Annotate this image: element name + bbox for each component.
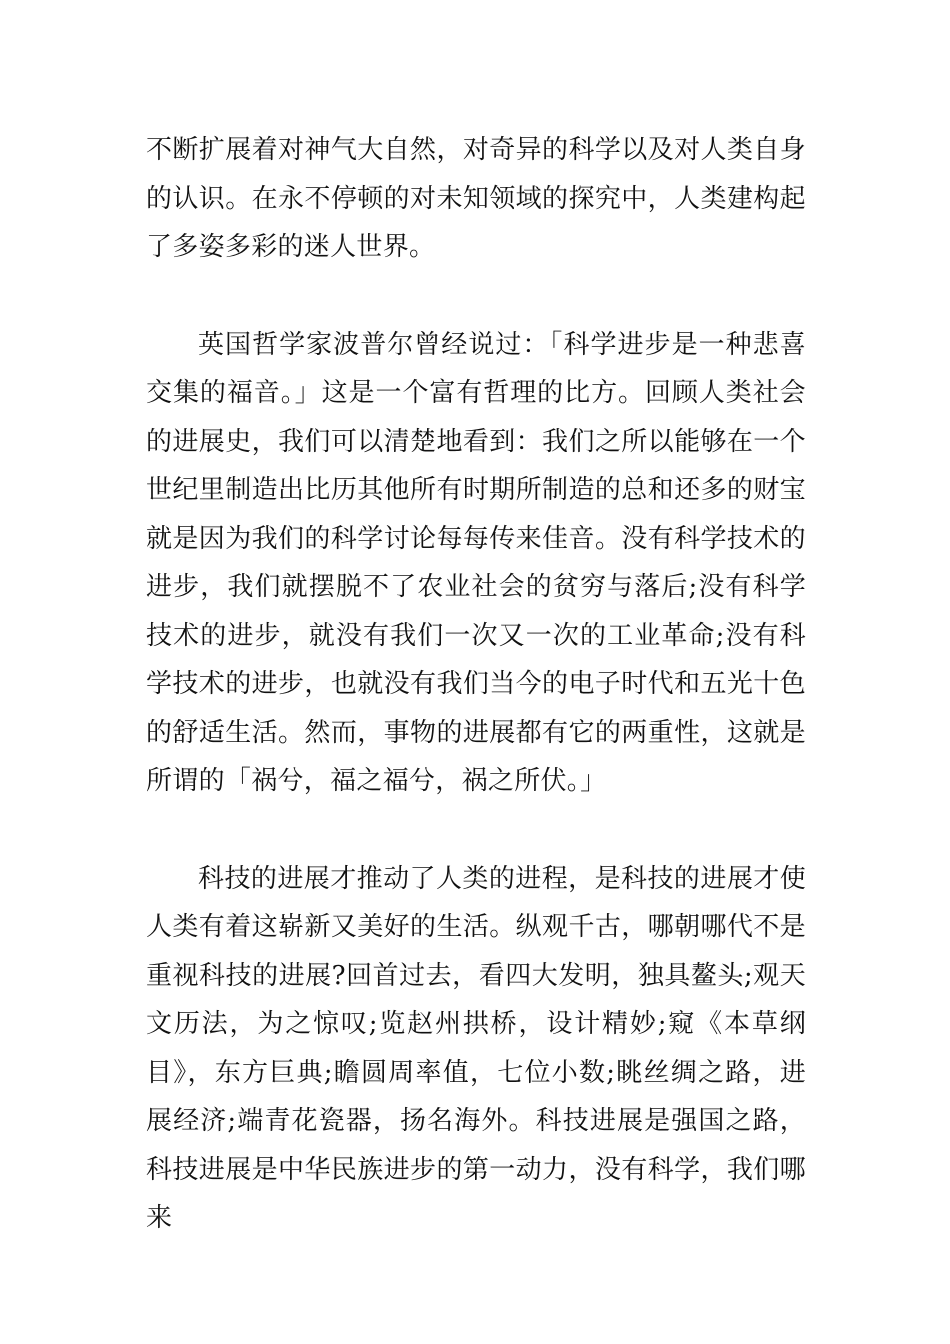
paragraph-3: 科技的进展才推动了人类的进程，是科技的进展才使人类有着这崭新又美好的生活。纵观千古，哪朝哪代不是重视科技的进展?回首过去，看四大发明，独具鳌头;观天文历法，为之惊叹;览赵州拱桥，设计精妙;窥《本草纲目》，东方巨典;瞻圆周率值，七位小数;眺丝绸之路，进展经济;端青花瓷器，扬名海外。科技进展是强国之路，科技进展是中华民族进步的第一动力，没有科学，我们哪来 (146, 863, 806, 1233)
document-body (146, 126, 806, 1292)
paragraph-1: 不断扩展着对神气大自然，对奇异的科学以及对人类自身的认识。在永不停顿的对未知领域的探究中，人类建构起了多姿多彩的迷人世界。 (146, 135, 806, 262)
paragraph-2: 英国哲学家波普尔曾经说过：「科学进步是一种悲喜交集的福音。」这是一个富有哲理的比方。回顾人类社会的进展史，我们可以清楚地看到：我们之所以能够在一个世纪里制造出比历其他所有时期所制造的总和还多的财宝就是因为我们的科学讨论每每传来佳音。没有科学技术的进步，我们就摆脱不了农业社会的贫穷与落后;没有科学技术的进步，就没有我们一次又一次的工业革命;没有科学技术的进步，也就没有我们当今的电子时代和五光十色的舒适生活。然而，事物的进展都有它的两重性，这就是所谓的「祸兮，福之福兮，祸之所伏。」 (146, 329, 806, 796)
